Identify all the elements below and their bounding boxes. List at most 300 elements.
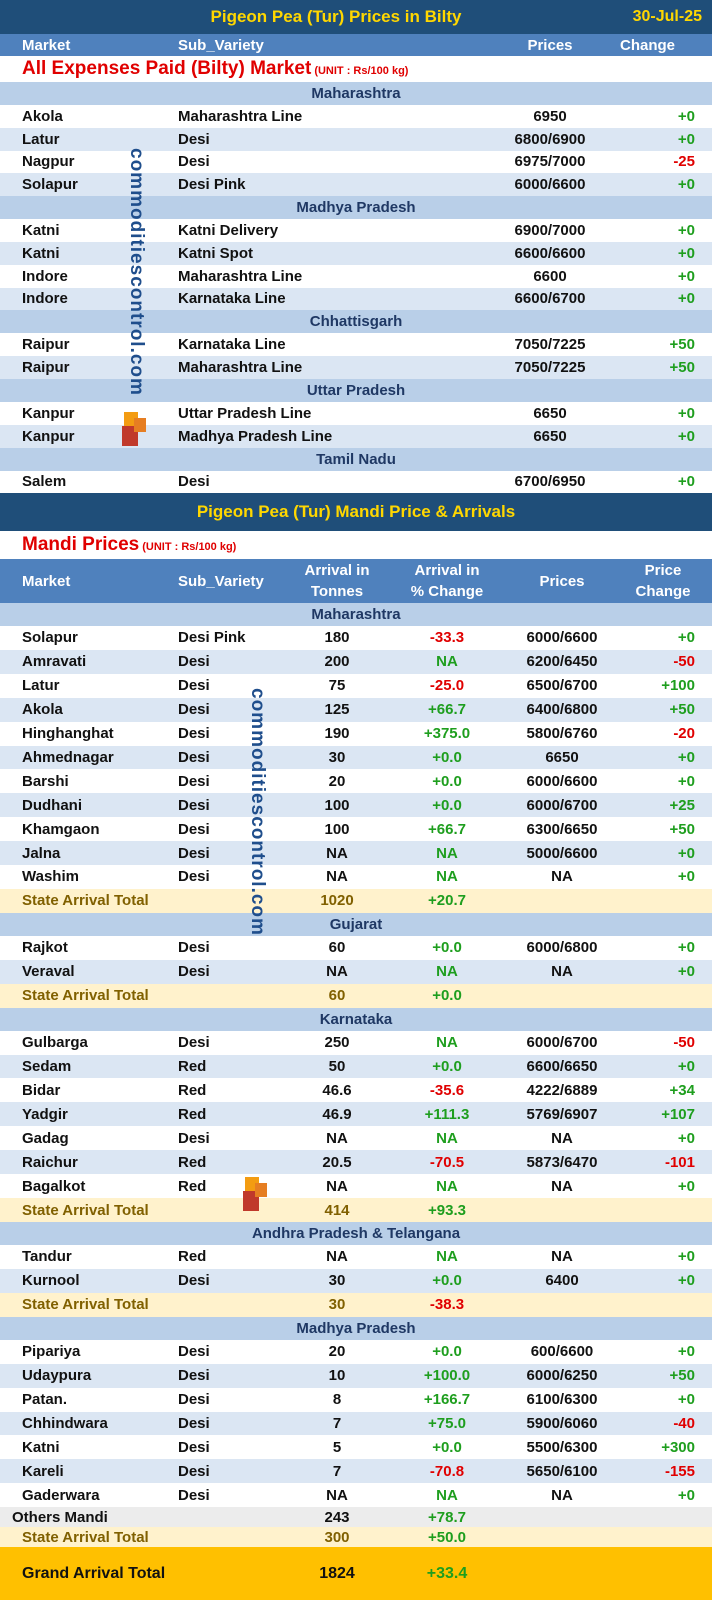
change-cell: +34 [669,1081,695,1099]
state-name: Madhya Pradesh [296,199,416,217]
change-cell: +0 [677,1343,695,1361]
variety-cell: Desi [178,844,210,862]
market-cell: Indore [22,267,68,285]
state-section-header [0,1317,712,1340]
arrival-cell: 7 [332,1414,342,1432]
price-cell: 6000/6700 [526,1034,598,1052]
variety-cell: Desi [178,939,210,957]
change-cell: +0 [677,427,695,445]
state-total-row [0,1527,712,1547]
variety-cell: Red [178,1081,207,1099]
price-cell: NA [551,1177,573,1195]
table-row [0,1340,712,1364]
market-cell: Indore [22,290,68,308]
change-cell: +0 [677,629,695,647]
table-row [0,288,712,311]
market-cell: Raipur [22,359,70,377]
table-row [0,698,712,722]
col-arrival-line2: Tonnes [310,583,364,600]
arrival-cell: 20 [328,1343,346,1361]
market-cell: Akola [22,701,63,719]
state-total-label: State Arrival Total [22,1201,149,1219]
variety-cell: Karnataka Line [178,336,286,354]
arrival-change-cell: -70.5 [429,1153,465,1171]
grand-total-arrival: 1824 [319,1564,355,1582]
grand-total-row [0,1547,712,1600]
variety-cell: Desi [178,772,210,790]
table-row [0,1150,712,1174]
table-row [0,265,712,288]
variety-cell: Red [178,1248,207,1266]
table-row [0,173,712,196]
change-cell: +0 [677,1391,695,1409]
table-row [0,356,712,379]
change-cell: +0 [677,963,695,981]
change-cell: +0 [677,844,695,862]
state-total-change: -38.3 [429,1296,465,1314]
change-cell: +50 [669,359,695,377]
price-cell: NA [551,868,573,886]
change-cell: +107 [661,1105,695,1123]
state-total-label: State Arrival Total [22,892,149,910]
arrival-change-cell: -70.8 [429,1462,465,1480]
state-section-header [0,448,712,471]
col-sub-variety: Sub_Variety [178,572,264,590]
variety-cell: Desi [178,1367,210,1385]
market-cell: Udaypura [22,1367,92,1385]
grand-total-label: Grand Arrival Total [22,1564,166,1582]
state-section-header [0,913,712,936]
state-total-row [0,984,712,1008]
watermark-text: commoditiescontrol.com [247,688,268,936]
change-cell: +50 [669,701,695,719]
mandi-heading: Mandi Prices [22,534,140,555]
variety-cell: Desi [178,701,210,719]
mandi-column-header [0,559,712,603]
change-cell: +0 [677,1177,695,1195]
variety-cell: Red [178,1105,207,1123]
variety-cell: Desi Pink [178,176,246,194]
price-cell: 6600/6650 [526,1058,598,1076]
change-cell: +50 [669,336,695,354]
market-cell: Kanpur [22,427,75,445]
state-total-row [0,1198,712,1222]
table-row [0,1269,712,1293]
price-cell: 6650 [545,748,579,766]
price-cell: 6650 [533,404,567,422]
price-cell: 6000/6800 [526,939,598,957]
price-cell: 6100/6300 [526,1391,598,1409]
arrival-change-cell: -35.6 [429,1081,465,1099]
change-cell: +0 [677,404,695,422]
state-section-header [0,196,712,219]
variety-cell: Karnataka Line [178,290,286,308]
market-cell: Khamgaon [22,820,100,838]
arrival-cell: 250 [324,1034,350,1052]
change-cell: +0 [677,939,695,957]
market-cell: Jalna [22,844,61,862]
arrival-change-cell: +75.0 [428,1414,466,1432]
arrival-cell: NA [326,1177,348,1195]
table-row [0,626,712,650]
variety-cell: Desi [178,1414,210,1432]
variety-cell: Desi [178,1462,210,1480]
price-cell: 6200/6450 [526,653,598,671]
variety-cell: Desi [178,868,210,886]
market-cell: Raipur [22,336,70,354]
price-cell: 6600 [533,267,567,285]
state-total-label: State Arrival Total [22,1296,149,1314]
price-cell: 6300/6650 [526,820,598,838]
arrival-cell: NA [326,1129,348,1147]
market-cell: Kurnool [22,1272,80,1290]
change-cell: +0 [677,107,695,125]
change-cell: +0 [677,222,695,240]
table-row [0,1245,712,1269]
price-cell: 6800/6900 [514,130,586,148]
change-cell: -20 [673,725,695,743]
market-cell: Nagpur [22,153,75,171]
price-cell: 6400 [545,1272,579,1290]
change-cell: +0 [677,1248,695,1266]
variety-cell: Uttar Pradesh Line [178,404,312,422]
arrival-cell: 60 [328,939,346,957]
table-row [0,333,712,356]
change-cell: +0 [677,176,695,194]
state-section-header [0,1008,712,1031]
col-sub-variety: Sub_Variety [178,36,264,54]
arrival-change-cell: NA [436,653,458,671]
variety-cell: Red [178,1177,207,1195]
col-price-change-line1: Price [644,562,682,579]
variety-cell: Maharashtra Line [178,359,303,377]
price-cell: 5650/6100 [526,1462,598,1480]
market-cell: Kanpur [22,404,75,422]
table-row [0,242,712,265]
price-cell: 6000/6700 [526,796,598,814]
grand-total-change: +33.4 [426,1564,468,1582]
table-row [0,674,712,698]
variety-cell: Red [178,1153,207,1171]
table-row [0,402,712,425]
variety-cell: Katni Spot [178,244,253,262]
price-cell: 6975/7000 [514,153,586,171]
bilty-heading: All Expenses Paid (Bilty) Market [22,58,312,79]
price-cell: NA [551,1248,573,1266]
market-cell: Yadgir [22,1105,68,1123]
variety-cell: Desi [178,1129,210,1147]
market-cell: Patan. [22,1391,68,1409]
price-cell: 5000/6600 [526,844,598,862]
change-cell: -50 [673,1034,695,1052]
variety-cell: Maharashtra Line [178,267,303,285]
price-cell: 5873/6470 [526,1153,598,1171]
table-row [0,1031,712,1055]
arrival-cell: 10 [328,1367,346,1385]
arrival-cell: NA [326,868,348,886]
state-name: Tamil Nadu [316,450,396,468]
watermark [243,688,269,1213]
title-bar [0,0,712,34]
table-row [0,865,712,889]
variety-cell: Desi [178,1486,210,1504]
arrival-change-cell: +0.0 [432,939,462,957]
state-section-header [0,379,712,402]
price-cell: 6400/6800 [526,701,598,719]
col-prices: Prices [539,572,585,590]
change-cell: +0 [677,748,695,766]
state-total-row [0,889,712,913]
variety-cell: Red [178,1058,207,1076]
page-title: Pigeon Pea (Tur) Prices in Bilty [210,7,462,26]
state-name: Uttar Pradesh [306,382,406,399]
col-arrival-change-line1: Arrival in [414,562,480,579]
arrival-cell: 180 [324,629,350,647]
table-row [0,817,712,841]
market-cell: Latur [22,677,60,695]
col-arrival-line1: Arrival in [304,562,370,579]
mandi-title-bar [0,493,712,531]
arrival-cell: 46.9 [322,1105,352,1123]
state-name: Maharashtra [311,606,401,623]
variety-cell: Desi [178,677,210,695]
arrival-cell: 75 [328,677,346,695]
others-mandi-row [0,1507,712,1527]
arrival-change-cell: +66.7 [428,820,466,838]
arrival-cell: NA [326,844,348,862]
arrival-change-cell: NA [436,1177,458,1195]
table-row [0,1055,712,1079]
change-cell: +0 [677,1272,695,1290]
arrival-change-cell: +0.0 [432,748,462,766]
price-cell: NA [551,1129,573,1147]
state-name: Chhattisgarh [309,313,403,331]
price-cell: 6650 [533,427,567,445]
arrival-change-cell: NA [436,963,458,981]
arrival-cell: 125 [324,701,350,719]
price-cell: 6600/6700 [514,290,586,308]
table-row [0,128,712,151]
arrival-change-cell: NA [436,1034,458,1052]
change-cell: +0 [677,1486,695,1504]
state-section-header [0,310,712,333]
price-cell: 7050/7225 [514,359,586,377]
price-cell: 6950 [533,107,567,125]
state-section-header [0,603,712,626]
arrival-change-cell: -33.3 [429,629,465,647]
variety-cell: Desi [178,1272,210,1290]
arrival-cell: 190 [324,725,350,743]
variety-cell: Desi [178,653,210,671]
state-total-arrival: 60 [328,987,346,1005]
col-prices: Prices [527,36,573,54]
variety-cell: Desi [178,1391,210,1409]
table-row [0,1079,712,1103]
arrival-change-cell: +0.0 [432,1058,462,1076]
mandi-unit: (UNIT : Rs/100 kg) [142,541,237,553]
col-arrival [282,559,392,603]
market-cell: Bidar [22,1081,61,1099]
table-row [0,1459,712,1483]
table-row [0,151,712,174]
price-cell: 5800/6760 [526,725,598,743]
price-cell: 6000/6600 [526,629,598,647]
state-total-change: +20.7 [428,892,466,910]
table-row [0,1483,712,1507]
variety-cell: Desi [178,725,210,743]
variety-cell: Desi [178,748,210,766]
table-row [0,793,712,817]
price-cell: NA [551,963,573,981]
col-change: Change [619,36,675,54]
arrival-cell: 46.6 [322,1081,352,1099]
arrival-cell: 30 [328,1272,346,1290]
change-cell: +0 [677,290,695,308]
variety-cell: Desi [178,796,210,814]
arrival-change-cell: +0.0 [432,1438,462,1456]
variety-cell: Desi [178,130,210,148]
table-row [0,1388,712,1412]
market-cell: Solapur [22,176,78,194]
market-cell: Ahmednagar [22,748,114,766]
market-cell: Rajkot [22,939,68,957]
arrival-cell: 200 [324,653,350,671]
price-cell: 6000/6600 [514,176,586,194]
variety-cell: Maharashtra Line [178,107,303,125]
state-total-row [0,1293,712,1317]
table-row [0,746,712,770]
arrival-change-cell: +166.7 [423,1391,471,1409]
arrival-cell: 5 [332,1438,342,1456]
market-cell: Kareli [22,1462,64,1480]
arrival-change-cell: +66.7 [428,701,466,719]
variety-cell: Desi [178,1438,210,1456]
variety-cell: Desi [178,963,210,981]
state-total-arrival: 30 [328,1296,346,1314]
price-cell: 5900/6060 [526,1414,598,1432]
state-total-arrival: 300 [324,1528,350,1546]
state-total-arrival: 1020 [320,892,354,910]
state-name: Andhra Pradesh & Telangana [251,1225,461,1242]
bilty-heading-row [0,56,712,82]
arrival-cell: 100 [324,796,350,814]
col-market: Market [22,36,71,54]
change-cell: +0 [677,473,695,491]
variety-cell: Desi [178,473,210,491]
variety-cell: Desi [178,820,210,838]
variety-cell: Desi [178,1034,210,1052]
state-total-change: +50.0 [428,1528,466,1546]
market-cell: Salem [22,473,67,491]
market-cell: Sedam [22,1058,72,1076]
variety-cell: Desi [178,153,210,171]
table-row [0,1435,712,1459]
arrival-change-cell: NA [436,868,458,886]
arrival-cell: NA [326,1486,348,1504]
table-row [0,650,712,674]
table-row [0,1364,712,1388]
state-name: Gujarat [329,915,383,933]
arrival-cell: 8 [332,1391,342,1409]
market-cell: Gaderwara [22,1486,100,1504]
price-cell: 7050/7225 [514,336,586,354]
change-cell: +50 [669,1367,695,1385]
table-row [0,1102,712,1126]
variety-cell: Katni Delivery [178,222,279,240]
price-cell: 5769/6907 [526,1105,598,1123]
market-cell: Hinghanghat [22,725,114,743]
arrival-cell: 50 [328,1058,346,1076]
state-section-header [0,82,712,105]
state-name: Madhya Pradesh [296,1319,416,1337]
arrival-cell: 30 [328,748,346,766]
watermark [122,148,148,448]
others-label: Others Mandi [12,1508,108,1526]
mandi-title: Pigeon Pea (Tur) Mandi Price & Arrivals [196,502,516,521]
change-cell: +0 [677,1058,695,1076]
table-row [0,219,712,242]
market-cell: Pipariya [22,1343,81,1361]
change-cell: +50 [669,820,695,838]
market-cell: Barshi [22,772,69,790]
arrival-cell: NA [326,963,348,981]
market-cell: Solapur [22,629,78,647]
table-row [0,769,712,793]
change-cell: -50 [673,653,695,671]
table-row [0,105,712,128]
col-price-change-line2: Change [635,583,691,600]
report-date: 30-Jul-25 [632,8,702,25]
arrival-change-cell: +111.3 [424,1105,470,1123]
table-row [0,471,712,494]
price-cell: 6000/6600 [526,772,598,790]
price-cell: 600/6600 [530,1343,594,1361]
change-cell: +0 [677,868,695,886]
market-cell: Bagalkot [22,1177,86,1195]
change-cell: +0 [677,1129,695,1147]
state-name: Karnataka [319,1010,393,1028]
table-row [0,1126,712,1150]
state-total-change: +93.3 [428,1201,466,1219]
state-total-label: State Arrival Total [22,987,149,1005]
table-row [0,960,712,984]
arrival-cell: 20 [328,772,346,790]
change-cell: -25 [673,153,695,171]
state-total-change: +0.0 [432,987,462,1005]
market-cell: Veraval [22,963,75,981]
arrival-change-cell: NA [436,1129,458,1147]
state-name: Maharashtra [311,85,401,102]
others-arrival-change: +78.7 [428,1508,466,1526]
arrival-change-cell: -25.0 [429,677,465,695]
price-cell: 4222/6889 [526,1081,598,1099]
market-cell: Chhindwara [22,1414,108,1432]
col-market: Market [22,572,71,590]
price-cell: 6000/6250 [526,1367,598,1385]
variety-cell: Madhya Pradesh Line [178,427,333,445]
market-cell: Gulbarga [22,1034,88,1052]
arrival-cell: 20.5 [322,1153,352,1171]
bilty-column-header [0,34,712,56]
price-cell: 6700/6950 [514,473,586,491]
table-row [0,722,712,746]
change-cell: +100 [661,677,695,695]
change-cell: -40 [673,1414,695,1432]
price-cell: 6600/6600 [514,244,586,262]
state-total-arrival: 414 [324,1201,350,1219]
change-cell: -101 [664,1153,695,1171]
variety-cell: Desi Pink [178,629,246,647]
